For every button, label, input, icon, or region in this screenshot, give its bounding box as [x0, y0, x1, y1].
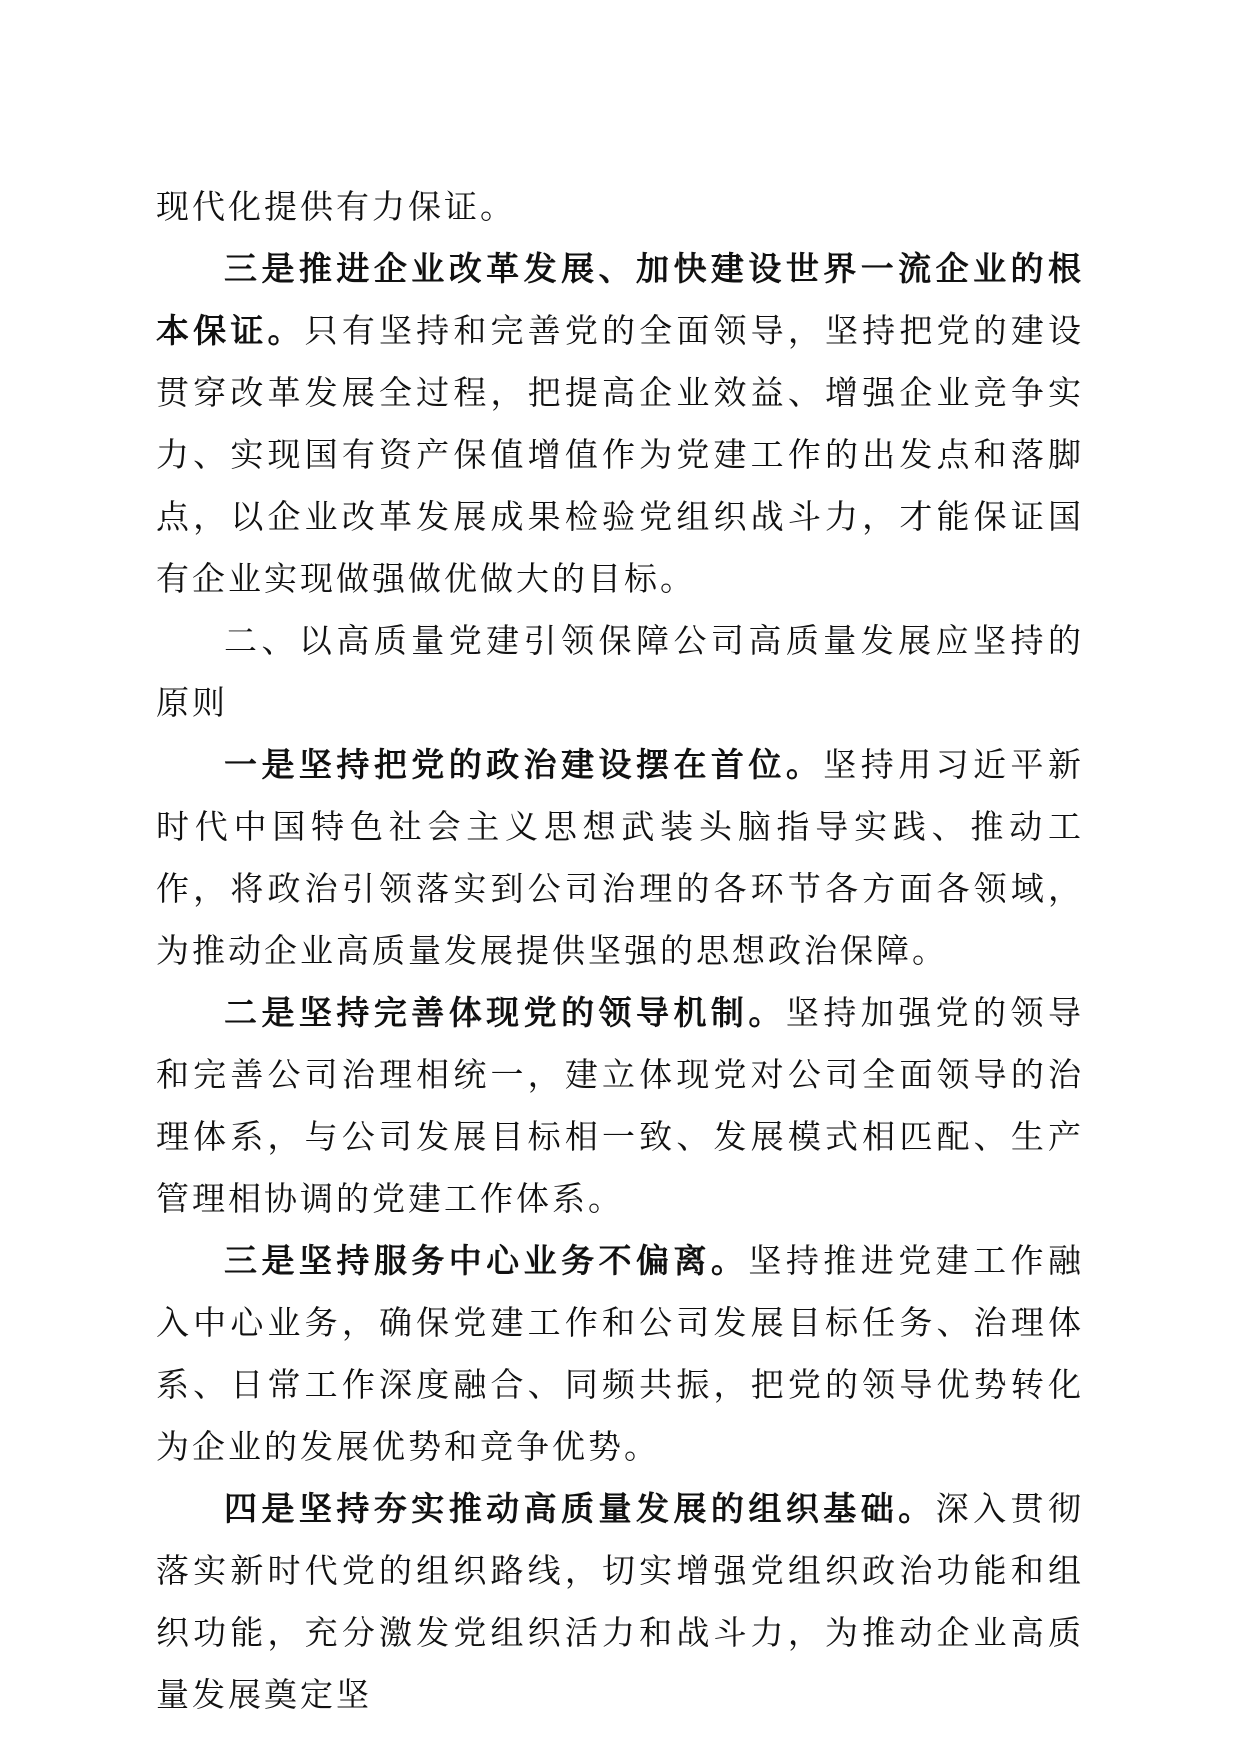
section-heading-text: 二、以高质量党建引领保障公司高质量发展应坚持的原则 [156, 621, 1084, 722]
document-body [156, 176, 1084, 1726]
paragraph-continuation [156, 176, 1084, 238]
section-heading-principles [156, 610, 1084, 734]
paragraph-text: 坚持加强党的领导和完善公司治理相统一，建立体现党对公司全面领导的治理体系，与公司发展目标相一致、发展模式相匹配、生产管理相协调的党建工作体系。 [156, 993, 1085, 1218]
paragraph-text: 坚持推进党建工作融入中心业务，确保党建工作和公司发展目标任务、治理体系、日常工作深度融合、同频共振，把党的领导优势转化为企业的发展优势和竞争优势。 [156, 1241, 1085, 1466]
paragraph-text: 深入贯彻落实新时代党的组织路线，切实增强党组织政治功能和组织功能，充分激发党组织活力和战斗力，为推动企业高质量发展奠定坚 [156, 1489, 1085, 1714]
paragraph-lead-bold: 三是坚持服务中心业务不偏离。 [224, 1241, 749, 1280]
paragraph-lead-bold: 三是推进企业改革发展、加快建设世界一流企业的根本保证。 [156, 249, 1084, 350]
paragraph-principle-4 [156, 1478, 1084, 1726]
paragraph-principle-3 [156, 1230, 1084, 1478]
paragraph-lead-bold: 一是坚持把党的政治建设摆在首位。 [224, 745, 824, 784]
paragraph-lead-bold: 四是坚持夯实推动高质量发展的组织基础。 [224, 1489, 936, 1528]
paragraph-text: 现代化提供有力保证。 [156, 187, 516, 226]
paragraph-text: 坚持用习近平新时代中国特色社会主义思想武装头脑指导实践、推动工作，将政治引领落实到公司治理的各环节各方面各领域，为推动企业高质量发展提供坚强的思想政治保障。 [156, 745, 1085, 970]
paragraph-principle-1 [156, 734, 1084, 982]
paragraph-point-3-fundamental-guarantee [156, 238, 1084, 610]
paragraph-text: 只有坚持和完善党的全面领导，坚持把党的建设贯穿改革发展全过程，把提高企业效益、增强企业竞争实力、实现国有资产保值增值作为党建工作的出发点和落脚点，以企业改革发展成果检验党组织战斗力，才能保证国有企业实现做强做优做大的目标。 [156, 311, 1085, 598]
paragraph-lead-bold: 二是坚持完善体现党的领导机制。 [224, 993, 786, 1032]
paragraph-principle-2 [156, 982, 1084, 1230]
